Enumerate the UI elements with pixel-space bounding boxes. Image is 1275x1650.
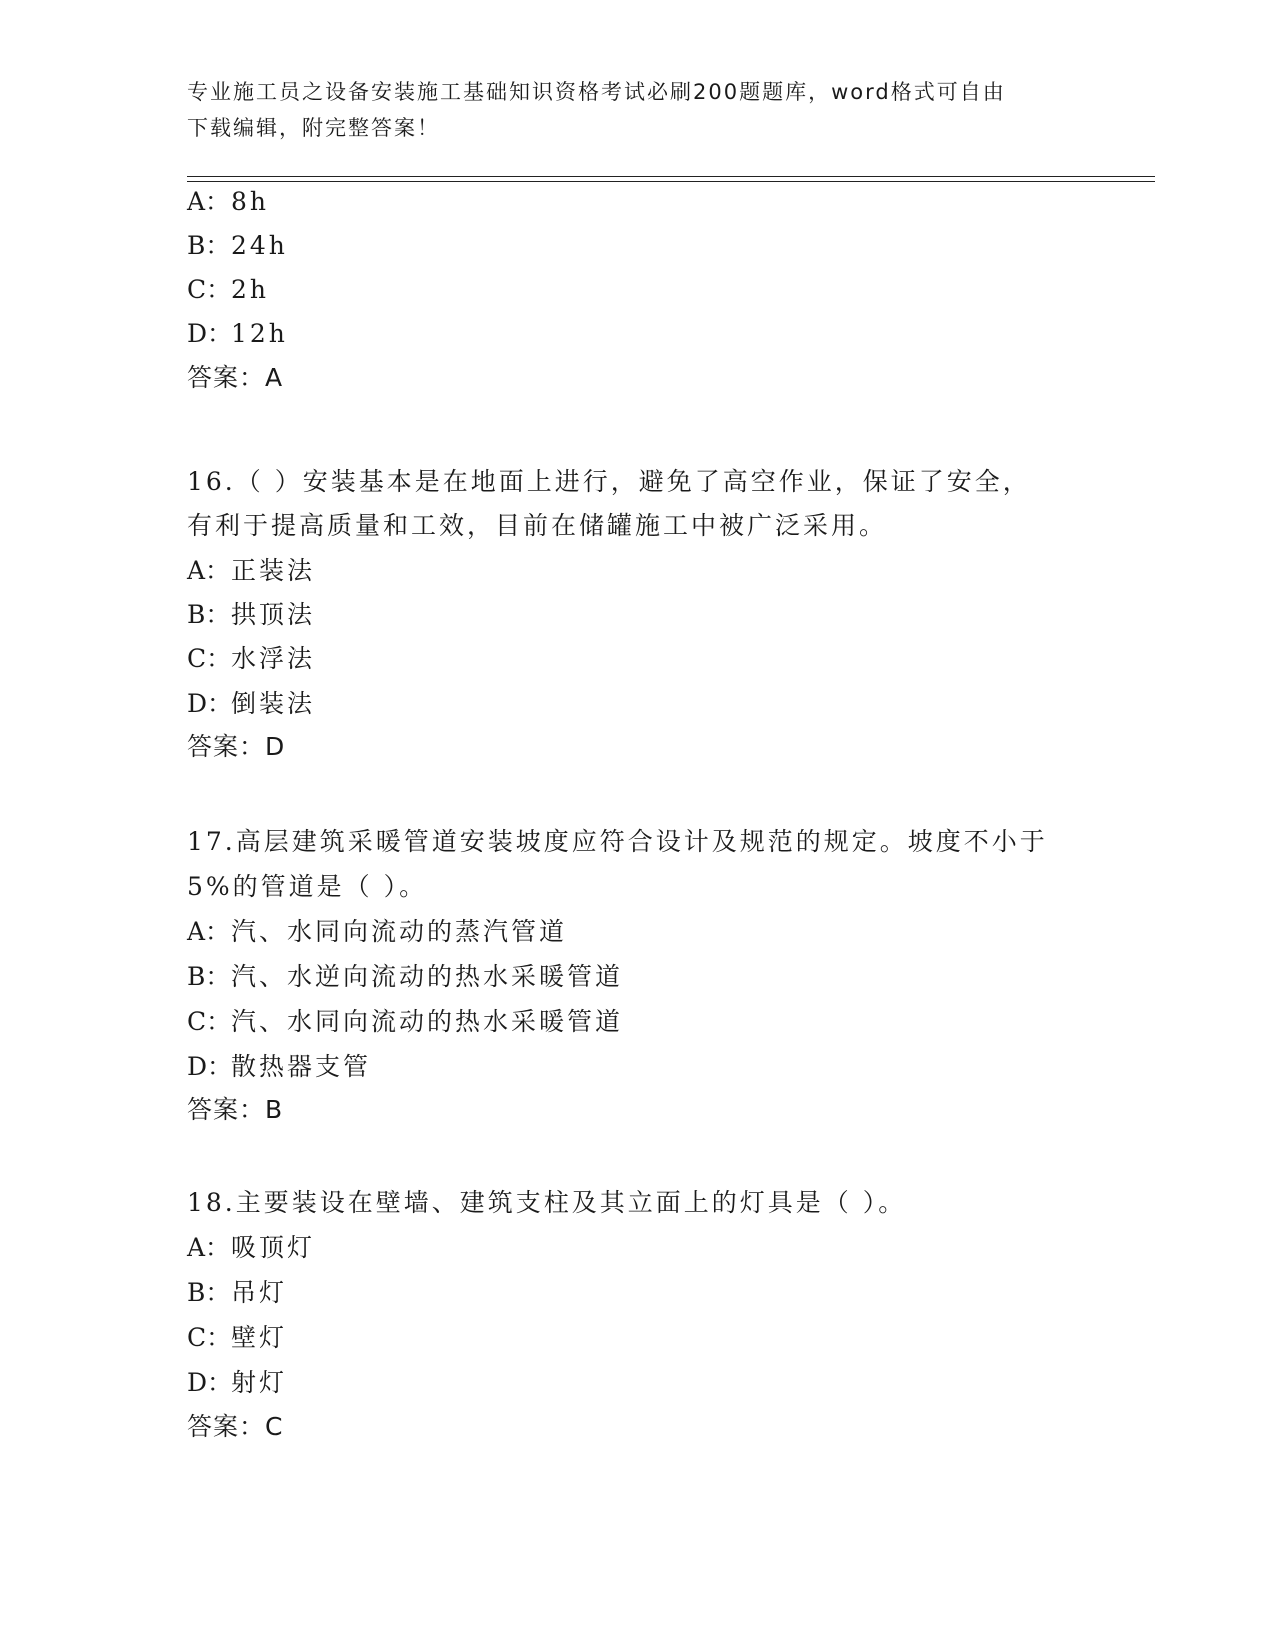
option-letter: B： [187,231,231,260]
option-text: 汽、水逆向流动的热水采暖管道 [231,962,624,991]
option-d [187,688,315,720]
header-divider-top [187,176,1155,177]
option-a [187,1232,315,1264]
option-d [187,318,288,350]
option-letter: B： [187,600,231,629]
header-line-1: 专业施工员之设备安装施工基础知识资格考试必刷200题题库，word格式可自由 [187,80,1006,104]
option-b [187,230,288,262]
question-stem-continued: 有利于提高质量和工效，目前在储罐施工中被广泛采用。 [187,511,888,540]
option-letter: D： [187,319,233,348]
option-letter: A： [187,187,231,216]
option-c [187,1322,287,1354]
answer-label: 答案： [187,1095,266,1124]
option-c [187,1006,623,1038]
option-a [187,916,567,948]
question-stem: 16.（ ）安装基本是在地面上进行，避免了高空作业，保证了安全， [187,467,1031,496]
option-letter: B： [187,1278,231,1307]
answer-line [187,1411,282,1443]
option-text: 射灯 [231,1368,288,1397]
header-line-2: 下载编辑，附完整答案！ [187,116,440,140]
option-text: 拱顶法 [231,600,316,629]
option-text: 2h [231,275,270,304]
option-a [187,555,315,587]
option-letter: D： [187,689,233,718]
option-text: 散热器支管 [231,1052,372,1081]
option-b [187,1277,287,1309]
answer-label: 答案： [187,1412,266,1441]
option-text: 倒装法 [231,689,316,718]
option-text: 水浮法 [231,644,316,673]
option-text: 汽、水同向流动的蒸汽管道 [231,917,568,946]
header-divider-bottom [187,181,1155,182]
option-b [187,599,315,631]
option-letter: D： [187,1052,233,1081]
option-text: 12h [231,319,288,348]
answer-value: D [265,732,285,761]
option-letter: A： [187,556,231,585]
document-header [187,74,1067,146]
option-letter: C： [187,1007,232,1036]
option-d [187,1051,371,1083]
option-c [187,274,269,306]
answer-label: 答案： [187,363,266,392]
option-letter: A： [187,917,231,946]
option-letter: B： [187,962,231,991]
question-stem-continued: 5%的管道是（ ）。 [187,872,428,901]
option-text: 吸顶灯 [231,1233,316,1262]
option-d [187,1367,287,1399]
answer-line [187,362,282,394]
answer-value: B [265,1095,283,1124]
option-letter: C： [187,644,232,673]
answer-label: 答案： [187,732,266,761]
option-letter: C： [187,275,232,304]
option-text: 吊灯 [231,1278,288,1307]
answer-line [187,1094,282,1126]
answer-line [187,731,284,763]
answer-value: A [265,363,283,392]
question-stem: 17.高层建筑采暖管道安装坡度应符合设计及规范的规定。坡度不小于 [187,827,1048,856]
question-stem: 18.主要装设在壁墙、建筑支柱及其立面上的灯具是（ ）。 [187,1188,907,1217]
option-b [187,961,623,993]
option-letter: D： [187,1368,233,1397]
option-text: 壁灯 [231,1323,288,1352]
option-letter: C： [187,1323,232,1352]
option-text: 8h [231,187,270,216]
option-text: 正装法 [231,556,316,585]
option-text: 汽、水同向流动的热水采暖管道 [231,1007,624,1036]
answer-value: C [265,1412,283,1441]
option-text: 24h [231,231,288,260]
option-letter: A： [187,1233,231,1262]
option-a [187,186,269,218]
option-c [187,643,315,675]
